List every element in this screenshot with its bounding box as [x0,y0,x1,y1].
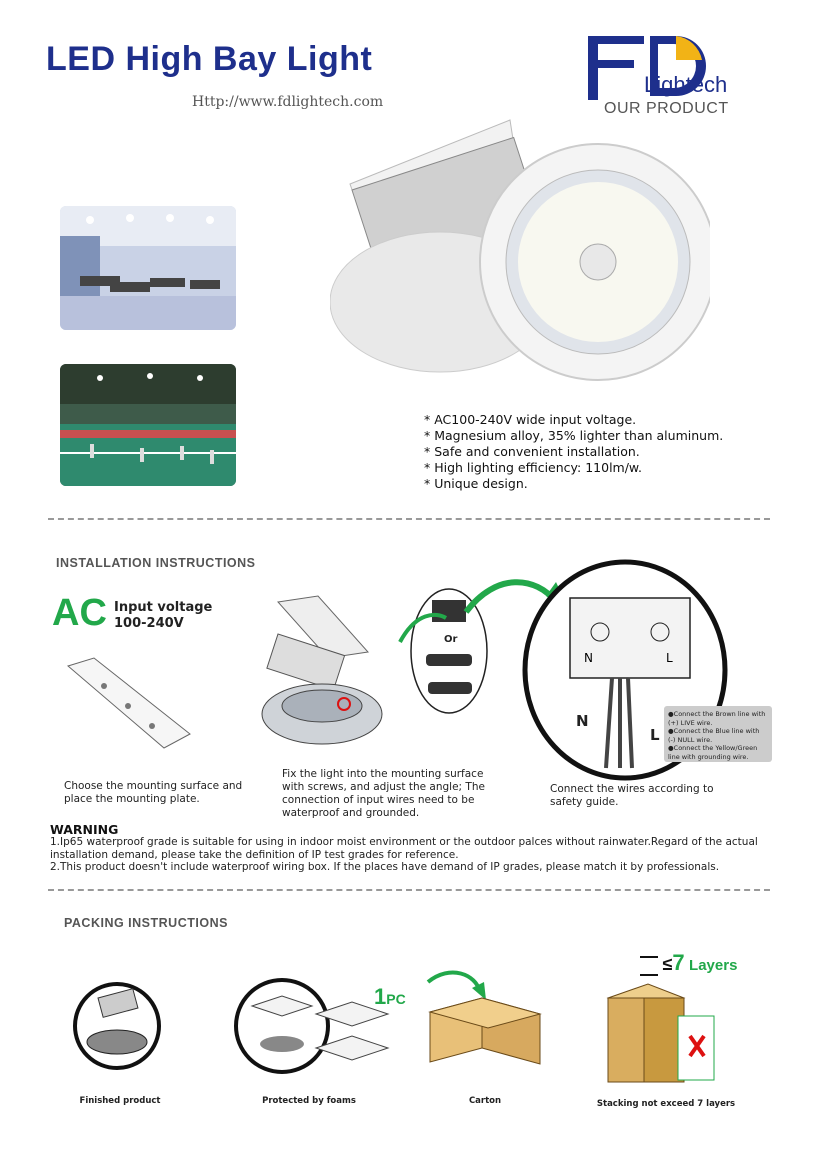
packing-caption: Protected by foams [262,1096,356,1106]
wire-note: ●Connect the Blue line with (-) NULL wire. [668,727,760,744]
ac-label: AC [52,592,107,634]
max-layers-label [640,950,737,976]
feature-item: * Unique design. [424,476,528,491]
pc-count: 1 [374,984,387,1009]
wire-l-label: L [650,726,660,744]
feature-list [424,412,723,492]
or-label: Or [444,634,458,645]
divider [48,518,770,520]
logo-text: Lightech [644,72,728,97]
pc-unit: PC [386,991,406,1007]
one-pc-label [374,984,406,1010]
terminal-n-label: N [584,651,593,665]
layers-symbol: ≤ [662,954,673,974]
step2-caption: Fix the light into the mounting surface with screws, and adjust the angle; The connection of input wires need to be waterproof and grounded. [282,768,485,819]
page-title: LED High Bay Light [46,40,373,78]
layers-icon [640,956,658,976]
layers-number: 7 [672,950,685,975]
warning-line: 2.This product doesn't include waterproof wiring box. If the places have demand of IP grades, please match it by professionals. [50,861,720,873]
step1-caption: Choose the mounting surface and place the mounting plate. [64,780,243,805]
voltage-range: 100-240V [114,616,184,631]
foam-protection-image [232,978,392,1074]
mounted-light-image [258,594,398,750]
wire-connection-notes [664,706,772,762]
stacking-image [604,976,734,1088]
badminton-hall-photo [60,364,236,486]
packing-caption: Carton [468,1096,502,1106]
feature-item: * High lighting efficiency: 110lm/w. [424,460,642,475]
feature-item: * Safe and convenient installation. [424,444,640,459]
terminal-l-label: L [666,651,673,665]
packing-caption: Finished product [79,1096,161,1106]
feature-item: * Magnesium alloy, 35% lighter than aluminum. [424,428,724,443]
layers-word: Layers [689,957,738,974]
carton-image [420,968,550,1078]
step3-caption: Connect the wires according to safety guide. [550,783,714,808]
our-product-label: OUR PRODUCT [604,100,729,117]
packing-caption: Stacking not exceed 7 layers [596,1099,736,1109]
wire-n-label: N [576,712,589,730]
packing-heading: PACKING INSTRUCTIONS [64,916,228,930]
high-bay-light-product-image [330,112,710,382]
gym-photo [60,206,236,330]
divider [48,889,770,891]
input-voltage-label: Input voltage [114,600,213,615]
input-voltage-block [114,600,212,632]
wire-note: ●Connect the Yellow/Green line with grounding wire. [668,744,758,761]
warning-heading: WARNING [50,822,119,837]
warning-line: 1.Ip65 waterproof grade is suitable for using in indoor moist environment or the outdoor palces without rainwater.Regard of the actual installation demand, please take the definition of IP test grades for reference. [50,836,758,861]
warning-text [50,836,780,874]
finished-product-image [72,980,162,1072]
website-url[interactable]: Http://www.fdlightech.com [192,94,384,110]
wire-note: ●Connect the Brown line with (+) LIVE wire. [668,710,766,727]
mounting-plate-image [64,656,194,754]
installation-heading: INSTALLATION INSTRUCTIONS [56,556,256,570]
feature-item: * AC100-240V wide input voltage. [424,412,637,427]
